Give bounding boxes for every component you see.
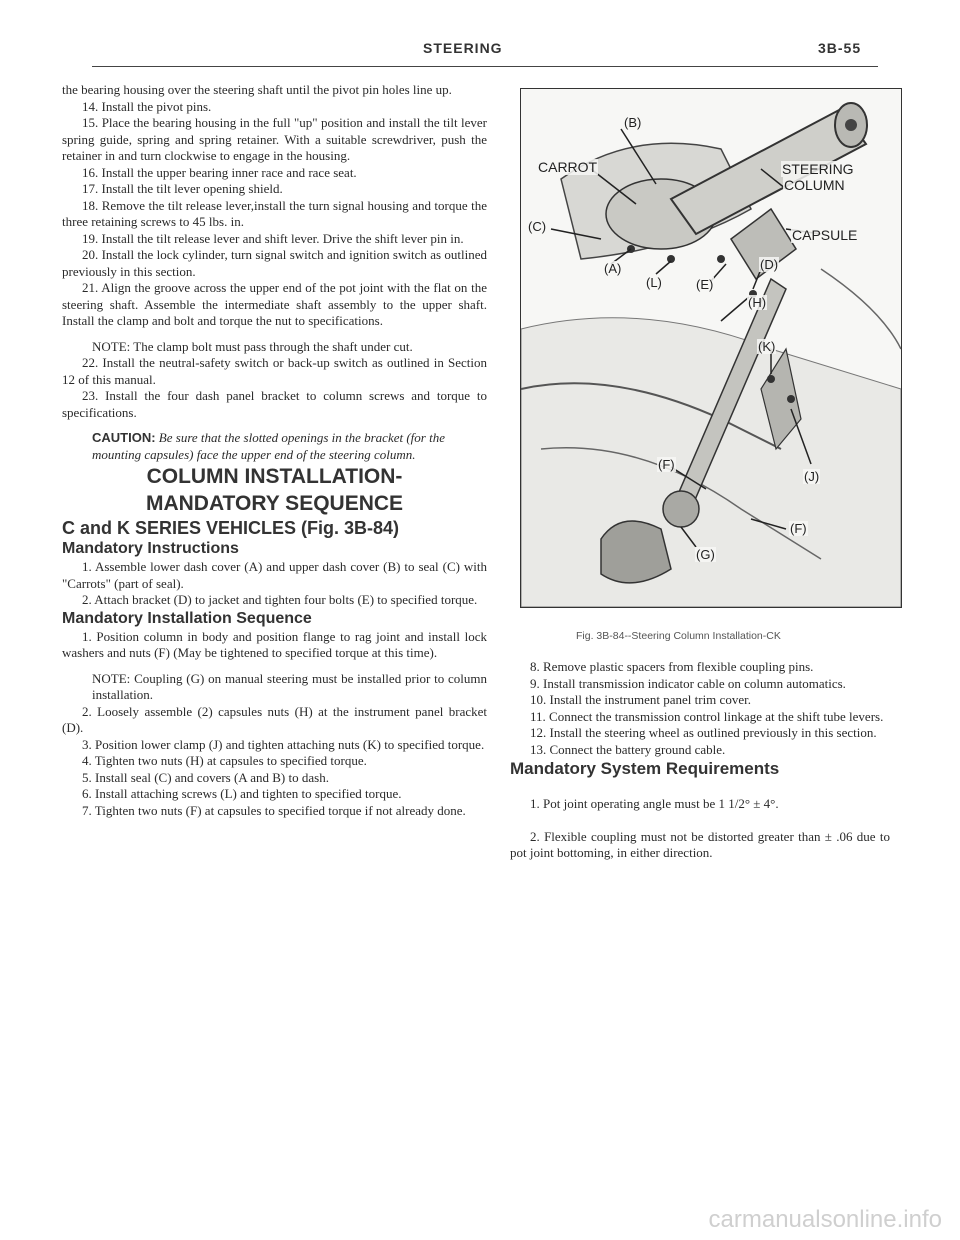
sequence-step-6: 6. Install attaching screws (L) and tighten to specified torque. — [82, 786, 402, 801]
right-column — [510, 659, 890, 862]
intro-paragraph: the bearing housing over the steering shaft until the pivot pin holes line up. — [62, 82, 452, 97]
label-g: (G) — [696, 547, 715, 562]
step-21: 21. Align the groove across the upper end of the pot joint with the flat on the steering shaft. Assemble the intermediate shaft assembly to the upper shaft. Install the clamp and bolt and torque the nut to specifications. — [62, 280, 487, 328]
caution-label: CAUTION: — [92, 430, 156, 445]
label-b: (B) — [624, 115, 642, 130]
requirement-2: 2. Flexible coupling must not be distorted greater than ± .06 due to pot joint bottoming, in either direction. — [510, 828, 890, 860]
step-23: 23. Install the four dash panel bracket to column screws and torque to specifications. — [62, 388, 487, 420]
sequence-step-2: 2. Loosely assemble (2) capsules nuts (H) at the instrument panel bracket (D). — [62, 703, 487, 735]
sequence-step-1: 1. Position column in body and position flange to rag joint and install lock washers and nuts (F) (May be tightened to specified torque at this time). — [62, 628, 487, 660]
label-capsule: CAPSULE — [792, 227, 858, 243]
step-19: 19. Install the tilt release lever and shift lever. Drive the shift lever pin in. — [82, 230, 464, 246]
sequence-step-3: 3. Position lower clamp (J) and tighten attaching nuts (K) to specified torque. — [82, 736, 485, 752]
sequence-step-7: 7. Tighten two nuts (F) at capsules to specified torque if not already done. — [82, 802, 466, 818]
step-13: 13. Connect the battery ground cable. — [530, 741, 726, 757]
main-heading-line-2: MANDATORY SEQUENCE — [145, 492, 404, 515]
caution-text: Be sure that the slotted openings in the bracket (for the mounting capsules) face the upper end of the steering column. — [92, 430, 445, 462]
label-l: (L) — [646, 275, 662, 290]
instruction-2: 2. Attach bracket (D) to jacket and tighten four bolts (E) to specified torque. — [82, 592, 478, 607]
step-11: 11. Connect the transmission control linkage at the shift tube levers. — [530, 708, 884, 724]
step-18: 18. Remove the tilt release lever,install the turn signal housing and torque the three retaining screws to 45 lbs. in. — [62, 197, 487, 229]
step-17: 17. Install the tilt lever opening shield. — [82, 181, 283, 196]
step-14: 14. Install the pivot pins. — [82, 98, 212, 114]
label-a: (A) — [604, 261, 622, 276]
label-carrot: CARROT — [538, 159, 598, 175]
caution-block — [92, 430, 479, 463]
note-clamp-bolt: NOTE: The clamp bolt must pass through the shaft under cut. — [92, 338, 413, 354]
page-number: 3B-55 — [818, 40, 862, 56]
label-column: COLUMN — [784, 177, 845, 193]
step-12: 12. Install the steering wheel as outlined previously in this section. — [530, 725, 877, 740]
step-9: 9. Install transmission indicator cable on column automatics. — [530, 675, 846, 691]
header-rule — [92, 66, 878, 67]
step-20: 20. Install the lock cylinder, turn signal switch and ignition switch as outlined previously in this section. — [62, 247, 487, 279]
figure-caption: Fig. 3B-84--Steering Column Installation-CK — [576, 630, 781, 642]
steering-column-illustration — [520, 88, 902, 608]
step-10: 10. Install the instrument panel trim cover. — [530, 692, 751, 707]
sequence-step-5: 5. Install seal (C) and covers (A and B) to dash. — [82, 769, 329, 785]
left-column — [62, 82, 487, 819]
page-title: STEERING — [423, 40, 503, 56]
label-e: (E) — [696, 277, 714, 292]
step-22: 22. Install the neutral-safety switch or back-up switch as outlined in Section 12 of this manual. — [62, 355, 487, 387]
label-j: (J) — [804, 469, 820, 484]
label-d: (D) — [760, 257, 779, 272]
watermark: carmanualsonline.info — [708, 1206, 942, 1233]
label-f-lower: (F) — [790, 521, 807, 536]
step-16: 16. Install the upper bearing inner race and race seat. — [82, 164, 357, 180]
step-8: 8. Remove plastic spacers from flexible coupling pins. — [530, 659, 814, 674]
requirements-heading: Mandatory System Requirements — [510, 759, 780, 778]
label-f-upper: (F) — [658, 457, 675, 472]
requirement-1: 1. Pot joint operating angle must be 1 1/2° ± 4°. — [530, 796, 779, 811]
label-steering: STEERING — [782, 161, 854, 177]
main-heading-line-1: COLUMN INSTALLATION- — [146, 465, 403, 488]
instruction-1: 1. Assemble lower dash cover (A) and upper dash cover (B) to seal (C) with "Carrots" (part of seal). — [62, 559, 487, 591]
label-c: (C) — [528, 219, 547, 234]
series-heading: C and K SERIES VEHICLES (Fig. 3B-84) — [62, 518, 400, 538]
label-h: (H) — [748, 295, 767, 310]
note-coupling: NOTE: Coupling (G) on manual steering must be installed prior to column installation. — [92, 670, 487, 702]
label-k: (K) — [758, 339, 776, 354]
sequence-heading: Mandatory Installation Sequence — [62, 609, 312, 627]
instructions-heading: Mandatory Instructions — [62, 540, 239, 557]
step-15: 15. Place the bearing housing in the full "up" position and install the tilt lever spring guide, spring and spring retainer. With a suitable screwdriver, push the retainer in and turn clockwise to engage in the housing. — [62, 115, 487, 163]
sequence-step-4: 4. Tighten two nuts (H) at capsules to specified torque. — [82, 753, 367, 768]
